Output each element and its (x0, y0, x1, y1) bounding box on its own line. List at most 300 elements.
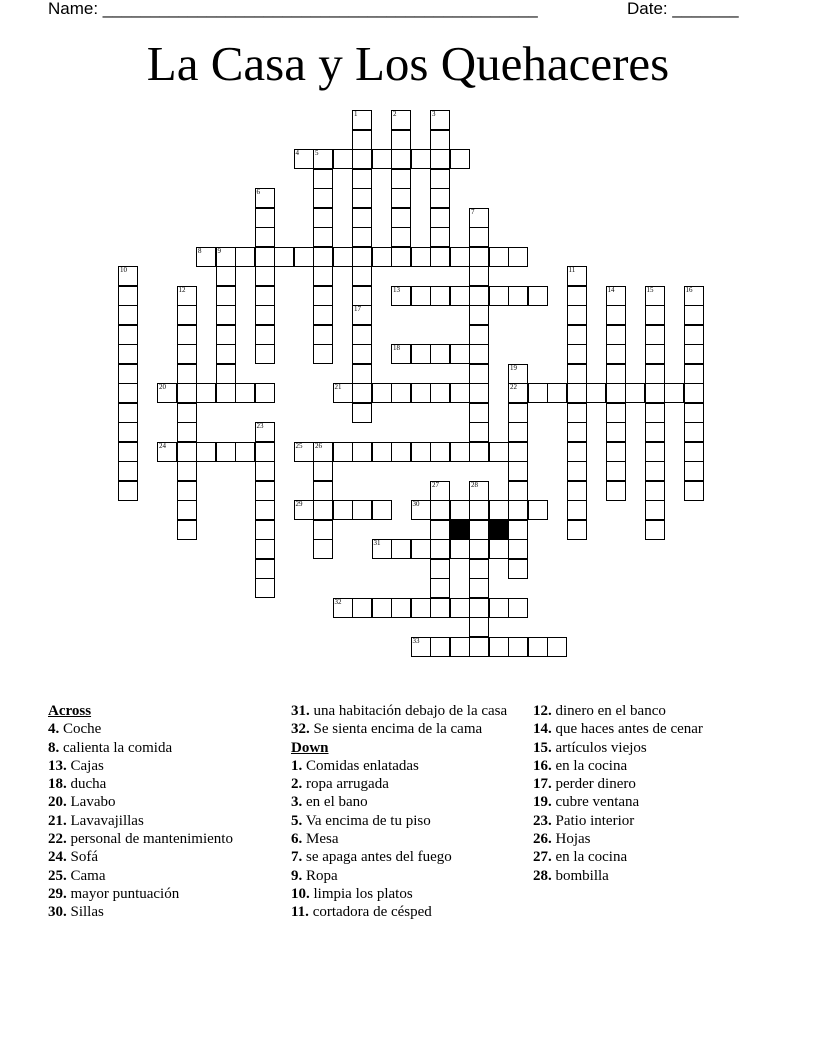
grid-cell[interactable] (508, 403, 528, 423)
grid-cell[interactable] (372, 500, 392, 520)
grid-cell[interactable] (391, 598, 411, 618)
grid-cell[interactable] (411, 247, 431, 267)
grid-cell[interactable] (196, 442, 216, 462)
grid-cell[interactable] (313, 208, 333, 228)
grid-cell[interactable] (235, 247, 255, 267)
grid-cell[interactable] (352, 344, 372, 364)
grid-cell[interactable] (508, 520, 528, 540)
grid-cell[interactable] (528, 383, 548, 403)
grid-cell[interactable] (489, 637, 509, 657)
clue-number: 21. (48, 812, 67, 829)
clue-number: 31. (291, 703, 310, 719)
grid-cell[interactable] (216, 325, 236, 345)
grid-cell[interactable] (528, 500, 548, 520)
grid-cell[interactable] (430, 578, 450, 598)
clue-number: 25. (48, 867, 67, 884)
grid-cell[interactable] (313, 247, 333, 267)
grid-cell[interactable] (508, 383, 528, 403)
grid-cell[interactable] (469, 422, 489, 442)
grid-cell[interactable] (255, 344, 275, 364)
grid-cell[interactable] (411, 539, 431, 559)
clue-column-2 (291, 702, 521, 922)
grid-cell[interactable] (255, 188, 275, 208)
cell-number: 30 (412, 500, 420, 508)
grid-cell[interactable] (606, 383, 626, 403)
grid-cell[interactable] (372, 383, 392, 403)
grid-cell[interactable] (352, 383, 372, 403)
grid-cell[interactable] (430, 500, 450, 520)
grid-cell[interactable] (430, 169, 450, 189)
grid-cell[interactable] (255, 266, 275, 286)
grid-cell[interactable] (469, 364, 489, 384)
grid-cell[interactable] (216, 344, 236, 364)
grid-cell[interactable] (333, 598, 353, 618)
grid-cell[interactable] (294, 247, 314, 267)
grid-cell[interactable] (469, 598, 489, 618)
grid-cell[interactable] (430, 110, 450, 130)
clue-number: 7. (291, 849, 303, 866)
grid-cell[interactable] (469, 266, 489, 286)
grid-cell[interactable] (567, 403, 587, 423)
grid-cell[interactable] (118, 344, 138, 364)
grid-cell[interactable] (508, 539, 528, 559)
grid-cell[interactable] (586, 383, 606, 403)
grid-cell[interactable] (469, 559, 489, 579)
grid-cell[interactable] (645, 364, 665, 384)
grid-cell[interactable] (508, 637, 528, 657)
grid-cell[interactable] (430, 247, 450, 267)
grid-cell[interactable] (450, 637, 470, 657)
grid-cell[interactable] (333, 149, 353, 169)
grid-cell[interactable] (450, 247, 470, 267)
grid-cell[interactable] (118, 266, 138, 286)
grid-cell[interactable] (118, 442, 138, 462)
grid-cell[interactable] (450, 598, 470, 618)
clue-text: Lavavajillas (70, 812, 144, 829)
grid-cell[interactable] (177, 286, 197, 306)
grid-cell[interactable] (313, 539, 333, 559)
grid-cell[interactable] (469, 208, 489, 228)
grid-cell[interactable] (372, 539, 392, 559)
grid-cell[interactable] (255, 500, 275, 520)
name-field[interactable]: Name: ______________________________________________ (48, 0, 538, 18)
grid-cell[interactable] (157, 383, 177, 403)
grid-cell[interactable] (508, 598, 528, 618)
grid-cell[interactable] (469, 481, 489, 501)
cell-number: 28 (471, 480, 478, 489)
grid-cell[interactable] (430, 442, 450, 462)
grid-cell[interactable] (430, 130, 450, 150)
grid-cell[interactable] (352, 442, 372, 462)
grid-cell[interactable] (333, 442, 353, 462)
grid-cell[interactable] (528, 286, 548, 306)
grid-cell[interactable] (606, 286, 626, 306)
grid-cell[interactable] (372, 247, 392, 267)
grid-cell[interactable] (411, 286, 431, 306)
grid-cell[interactable] (411, 149, 431, 169)
grid-cell[interactable] (508, 364, 528, 384)
down-clue-list (291, 757, 521, 922)
grid-cell[interactable] (391, 442, 411, 462)
grid-cell[interactable] (313, 520, 333, 540)
grid-cell[interactable] (430, 286, 450, 306)
clue-text: Sillas (70, 904, 104, 921)
grid-cell[interactable] (255, 578, 275, 598)
grid-cell[interactable] (391, 188, 411, 208)
grid-cell[interactable] (508, 442, 528, 462)
grid-cell[interactable] (645, 383, 665, 403)
grid-cell[interactable] (411, 442, 431, 462)
grid-cell[interactable] (430, 227, 450, 247)
grid-cell[interactable] (645, 422, 665, 442)
grid-cell[interactable] (352, 208, 372, 228)
grid-cell[interactable] (177, 325, 197, 345)
grid-cell[interactable] (352, 110, 372, 130)
grid-cell[interactable] (216, 442, 236, 462)
grid-cell[interactable] (255, 539, 275, 559)
grid-cell[interactable] (313, 188, 333, 208)
grid-cell[interactable] (352, 130, 372, 150)
grid-cell[interactable] (372, 598, 392, 618)
grid-cell[interactable] (118, 383, 138, 403)
grid-cell[interactable] (255, 305, 275, 325)
grid-cell[interactable] (352, 598, 372, 618)
grid-cell[interactable] (118, 286, 138, 306)
grid-cell[interactable] (684, 305, 704, 325)
grid-cell[interactable] (645, 325, 665, 345)
grid-cell[interactable] (255, 442, 275, 462)
grid-cell[interactable] (567, 442, 587, 462)
grid-cell[interactable] (177, 500, 197, 520)
grid-cell[interactable] (313, 227, 333, 247)
grid-cell[interactable] (606, 305, 626, 325)
grid-cell[interactable] (430, 520, 450, 540)
grid-cell[interactable] (469, 403, 489, 423)
grid-cell[interactable] (391, 247, 411, 267)
cell-number: 26 (315, 441, 322, 450)
grid-cell[interactable] (469, 637, 489, 657)
grid-cell[interactable] (547, 383, 567, 403)
grid-cell[interactable] (177, 520, 197, 540)
grid-cell[interactable] (352, 305, 372, 325)
clue-text: calienta la comida (63, 739, 173, 756)
grid-cell[interactable] (625, 383, 645, 403)
grid-cell[interactable] (255, 481, 275, 501)
grid-cell[interactable] (606, 325, 626, 345)
grid-cell[interactable] (469, 227, 489, 247)
grid-cell[interactable] (177, 481, 197, 501)
grid-cell[interactable] (567, 325, 587, 345)
grid-cell[interactable] (313, 500, 333, 520)
grid-cell[interactable] (255, 325, 275, 345)
grid-cell[interactable] (528, 637, 548, 657)
grid-cell[interactable] (469, 500, 489, 520)
grid-cell[interactable] (313, 286, 333, 306)
grid-cell[interactable] (118, 422, 138, 442)
grid-cell[interactable] (469, 539, 489, 559)
grid-cell[interactable] (391, 286, 411, 306)
grid-cell[interactable] (567, 364, 587, 384)
grid-cell[interactable] (606, 422, 626, 442)
clue-text: Hojas (555, 831, 591, 848)
grid-cell[interactable] (177, 305, 197, 325)
grid-cell[interactable] (177, 383, 197, 403)
grid-cell[interactable] (606, 364, 626, 384)
grid-cell[interactable] (411, 500, 431, 520)
grid-cell[interactable] (645, 286, 665, 306)
grid-cell[interactable] (684, 481, 704, 501)
grid-cell[interactable] (684, 364, 704, 384)
clue-number: 32. (291, 721, 310, 738)
grid-cell[interactable] (547, 637, 567, 657)
grid-cell[interactable] (684, 461, 704, 481)
grid-cell[interactable] (352, 325, 372, 345)
grid-cell[interactable] (411, 598, 431, 618)
grid-cell[interactable] (352, 188, 372, 208)
grid-cell[interactable] (372, 149, 392, 169)
grid-cell[interactable] (177, 364, 197, 384)
grid-cell[interactable] (118, 325, 138, 345)
grid-cell[interactable] (645, 461, 665, 481)
grid-cell[interactable] (684, 325, 704, 345)
grid-cell[interactable] (469, 286, 489, 306)
date-field[interactable]: Date: _______ (627, 0, 739, 18)
grid-cell[interactable] (567, 500, 587, 520)
grid-cell[interactable] (430, 383, 450, 403)
grid-cell[interactable] (645, 481, 665, 501)
grid-cell[interactable] (255, 559, 275, 579)
grid-cell[interactable] (469, 344, 489, 364)
grid-cell[interactable] (352, 149, 372, 169)
grid-cell[interactable] (391, 110, 411, 130)
grid-cell[interactable] (255, 286, 275, 306)
grid-cell[interactable] (450, 442, 470, 462)
grid-cell[interactable] (469, 520, 489, 540)
grid-cell[interactable] (606, 344, 626, 364)
grid-cell[interactable] (333, 247, 353, 267)
grid-cell[interactable] (352, 266, 372, 286)
grid-cell[interactable] (352, 247, 372, 267)
grid-cell[interactable] (352, 403, 372, 423)
grid-cell[interactable] (645, 442, 665, 462)
grid-cell[interactable] (118, 364, 138, 384)
grid-cell[interactable] (255, 208, 275, 228)
grid-cell[interactable] (177, 442, 197, 462)
grid-cell[interactable] (352, 364, 372, 384)
cell-number: 10 (120, 266, 127, 274)
grid-cell[interactable] (391, 227, 411, 247)
grid-cell[interactable] (391, 539, 411, 559)
grid-cell[interactable] (469, 305, 489, 325)
grid-cell[interactable] (450, 500, 470, 520)
grid-cell[interactable] (684, 286, 704, 306)
grid-cell[interactable] (567, 481, 587, 501)
grid-cell[interactable] (469, 383, 489, 403)
grid-cell[interactable] (489, 598, 509, 618)
grid-cell[interactable] (235, 383, 255, 403)
clue-number: 15. (533, 739, 552, 756)
grid-cell[interactable] (489, 286, 509, 306)
grid-cell[interactable] (352, 169, 372, 189)
grid-cell[interactable] (313, 325, 333, 345)
grid-cell[interactable] (469, 578, 489, 598)
clue-text: en la cocina (555, 757, 628, 774)
grid-cell[interactable] (411, 383, 431, 403)
grid-cell[interactable] (255, 247, 275, 267)
grid-cell[interactable] (430, 637, 450, 657)
grid-cell[interactable] (391, 149, 411, 169)
grid-cell[interactable] (294, 442, 314, 462)
grid-cell[interactable] (196, 383, 216, 403)
grid-cell[interactable] (157, 442, 177, 462)
grid-cell[interactable] (255, 227, 275, 247)
grid-cell[interactable] (430, 208, 450, 228)
grid-cell[interactable] (255, 422, 275, 442)
grid-cell[interactable] (645, 344, 665, 364)
grid-cell[interactable] (294, 149, 314, 169)
grid-cell[interactable] (430, 598, 450, 618)
grid-cell[interactable] (450, 286, 470, 306)
grid-cell[interactable] (567, 305, 587, 325)
grid-cell[interactable] (567, 286, 587, 306)
grid-cell[interactable] (430, 344, 450, 364)
grid-cell[interactable] (255, 461, 275, 481)
grid-cell[interactable] (684, 344, 704, 364)
cell-number: 25 (295, 441, 303, 450)
grid-cell[interactable] (255, 520, 275, 540)
grid-cell[interactable] (177, 461, 197, 481)
grid-cell[interactable] (508, 247, 528, 267)
grid-cell[interactable] (430, 481, 450, 501)
grid-cell[interactable] (645, 305, 665, 325)
grid-cell[interactable] (313, 169, 333, 189)
grid-cell[interactable] (508, 286, 528, 306)
grid-cell[interactable] (469, 247, 489, 267)
grid-cell[interactable] (391, 344, 411, 364)
grid-cell[interactable] (216, 266, 236, 286)
clue-item (291, 848, 521, 866)
grid-cell[interactable] (235, 442, 255, 462)
grid-cell[interactable] (313, 344, 333, 364)
cell-number: 18 (393, 344, 400, 352)
clue-text: ropa arrugada (306, 776, 389, 793)
grid-cell[interactable] (606, 403, 626, 423)
grid-cell[interactable] (313, 461, 333, 481)
clue-text: cubre ventana (555, 794, 640, 811)
grid-cell[interactable] (664, 383, 684, 403)
grid-cell[interactable] (469, 442, 489, 462)
grid-cell[interactable] (352, 286, 372, 306)
grid-cell[interactable] (684, 442, 704, 462)
grid-cell[interactable] (450, 383, 470, 403)
grid-cell[interactable] (684, 403, 704, 423)
grid-cell[interactable] (118, 305, 138, 325)
grid-cell[interactable] (508, 500, 528, 520)
grid-cell[interactable] (508, 461, 528, 481)
grid-cell[interactable] (333, 383, 353, 403)
grid-cell[interactable] (118, 481, 138, 501)
grid-cell[interactable] (391, 169, 411, 189)
grid-cell[interactable] (567, 266, 587, 286)
cell-number: 14 (607, 285, 615, 294)
grid-cell[interactable] (294, 500, 314, 520)
grid-cell[interactable] (411, 637, 431, 657)
grid-cell[interactable] (567, 383, 587, 403)
clue-number: 9. (291, 867, 303, 884)
grid-cell[interactable] (567, 422, 587, 442)
grid-cell[interactable] (391, 130, 411, 150)
cell-number: 6 (256, 188, 260, 196)
grid-cell[interactable] (430, 559, 450, 579)
grid-cell[interactable] (508, 481, 528, 501)
grid-cell[interactable] (606, 461, 626, 481)
grid-cell[interactable] (606, 481, 626, 501)
grid-cell[interactable] (372, 442, 392, 462)
grid-cell[interactable] (255, 383, 275, 403)
grid-cell[interactable] (177, 422, 197, 442)
grid-cell[interactable] (684, 383, 704, 403)
grid-cell[interactable] (489, 442, 509, 462)
grid-cell[interactable] (313, 305, 333, 325)
grid-cell[interactable] (567, 344, 587, 364)
grid-cell[interactable] (684, 422, 704, 442)
grid-cell[interactable] (216, 286, 236, 306)
grid-cell[interactable] (567, 461, 587, 481)
grid-cell[interactable] (645, 403, 665, 423)
grid-cell[interactable] (489, 500, 509, 520)
grid-cell[interactable] (391, 208, 411, 228)
grid-cell[interactable] (177, 344, 197, 364)
grid-cell[interactable] (313, 149, 333, 169)
grid-cell[interactable] (177, 403, 197, 423)
grid-cell[interactable] (391, 383, 411, 403)
grid-cell[interactable] (508, 559, 528, 579)
grid-cell[interactable] (469, 325, 489, 345)
grid-cell[interactable] (216, 247, 236, 267)
grid-cell[interactable] (450, 344, 470, 364)
grid-cell[interactable] (313, 481, 333, 501)
clue-number: 30. (48, 904, 67, 921)
grid-cell[interactable] (352, 500, 372, 520)
grid-cell[interactable] (450, 149, 470, 169)
grid-cell[interactable] (469, 617, 489, 637)
grid-cell[interactable] (118, 461, 138, 481)
grid-cell[interactable] (333, 500, 353, 520)
grid-cell[interactable] (118, 403, 138, 423)
clue-text: perder dinero (555, 776, 636, 793)
grid-cell[interactable] (645, 520, 665, 540)
grid-cell[interactable] (313, 266, 333, 286)
grid-cell[interactable] (606, 442, 626, 462)
grid-cell[interactable] (411, 344, 431, 364)
grid-cell[interactable] (430, 539, 450, 559)
grid-cell[interactable] (216, 383, 236, 403)
grid-cell[interactable] (508, 422, 528, 442)
grid-cell[interactable] (645, 500, 665, 520)
grid-cell[interactable] (216, 364, 236, 384)
grid-cell[interactable] (450, 539, 470, 559)
grid-cell[interactable] (489, 247, 509, 267)
grid-cell[interactable] (352, 227, 372, 247)
grid-cell[interactable] (274, 247, 294, 267)
grid-cell[interactable] (489, 539, 509, 559)
grid-cell[interactable] (430, 188, 450, 208)
grid-cell[interactable] (430, 149, 450, 169)
grid-cell[interactable] (313, 442, 333, 462)
grid-cell[interactable] (567, 520, 587, 540)
grid-cell[interactable] (216, 305, 236, 325)
grid-cell[interactable] (196, 247, 216, 267)
